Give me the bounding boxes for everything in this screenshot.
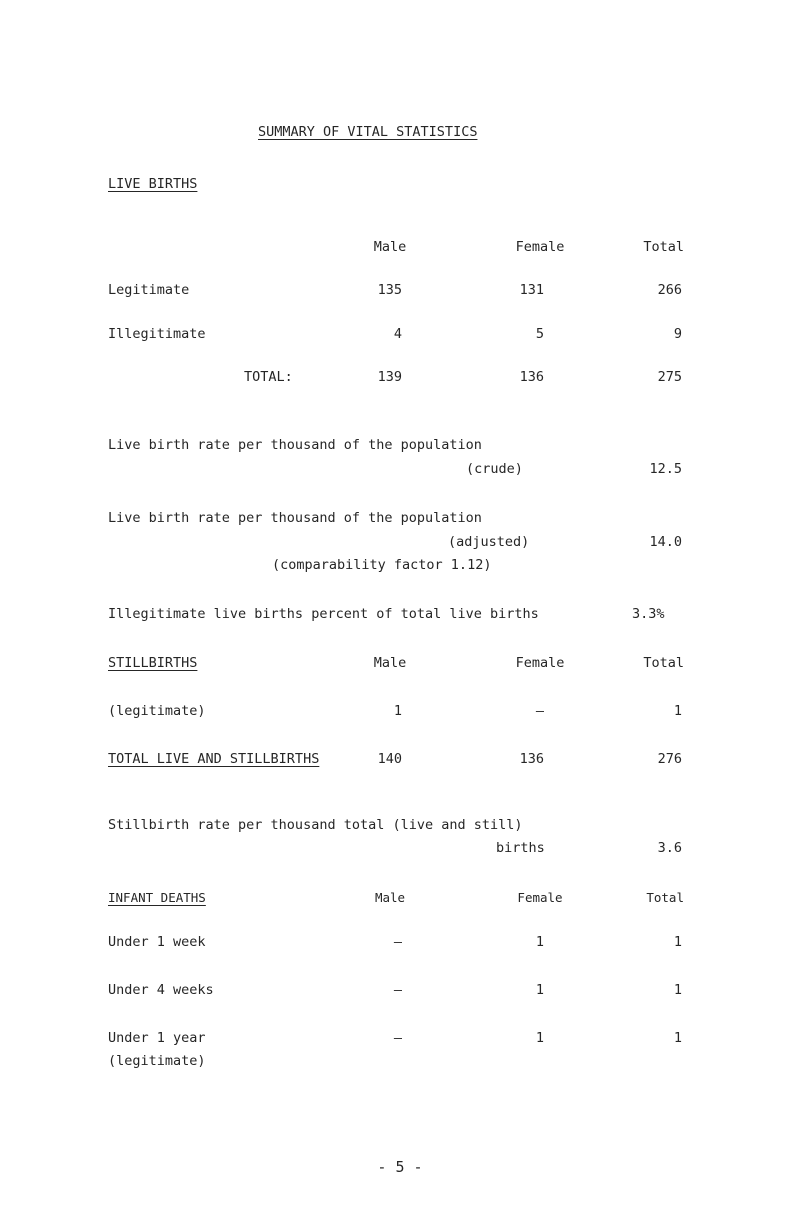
live-births-row-total: 9 xyxy=(673,326,682,342)
infant-deaths-row-female: 1 xyxy=(535,934,544,950)
live-births-total-male: 139 xyxy=(377,369,402,385)
stillbirth-rate-qualifier: births xyxy=(496,840,545,856)
infant-deaths-col-male: Male xyxy=(374,890,406,905)
comparability-factor: (comparability factor 1.12) xyxy=(272,557,492,573)
live-births-col-female: Female xyxy=(515,239,565,255)
total-live-and-stillbirths-label: TOTAL LIVE AND STILLBIRTHS xyxy=(108,751,320,767)
infant-deaths-row-sublabel: (legitimate) xyxy=(108,1053,206,1069)
crude-rate-text: Live birth rate per thousand of the population xyxy=(108,437,482,453)
infant-deaths-row-label: Under 1 year xyxy=(108,1030,206,1046)
stillbirths-row-label: (legitimate) xyxy=(108,703,206,719)
total-live-and-stillbirths-male: 140 xyxy=(377,751,402,767)
infant-deaths-row-total: 1 xyxy=(673,982,682,998)
live-births-row-female: 5 xyxy=(535,326,544,342)
live-births-total-total: 275 xyxy=(657,369,682,385)
live-births-row-female: 131 xyxy=(519,282,544,298)
stillbirths-row-female: – xyxy=(535,703,544,719)
live-births-total-label: TOTAL: xyxy=(244,369,293,385)
live-births-row-label: Illegitimate xyxy=(108,326,206,342)
stillbirths-heading: STILLBIRTHS xyxy=(108,655,198,671)
live-births-col-total: Total xyxy=(643,239,684,255)
infant-deaths-row-total: 1 xyxy=(673,934,682,950)
page-title: SUMMARY OF VITAL STATISTICS xyxy=(258,124,478,140)
live-births-row-label: Legitimate xyxy=(108,282,190,298)
crude-rate-value: 12.5 xyxy=(649,461,682,477)
infant-deaths-row-male: – xyxy=(393,982,402,998)
infant-deaths-row-male: – xyxy=(393,934,402,950)
infant-deaths-row-label: Under 4 weeks xyxy=(108,982,214,998)
live-births-row-male: 4 xyxy=(393,326,402,342)
live-births-col-male: Male xyxy=(373,239,407,255)
infant-deaths-row-label: Under 1 week xyxy=(108,934,206,950)
infant-deaths-row-female: 1 xyxy=(535,982,544,998)
infant-deaths-row-female: 1 xyxy=(535,1030,544,1046)
stillbirths-col-male: Male xyxy=(373,655,407,671)
page-number: - 5 - xyxy=(377,1158,423,1176)
total-live-and-stillbirths-total: 276 xyxy=(657,751,682,767)
infant-deaths-col-female: Female xyxy=(517,890,563,905)
infant-deaths-col-total: Total xyxy=(646,890,684,905)
live-births-heading: LIVE BIRTHS xyxy=(108,176,198,192)
stillbirths-col-total: Total xyxy=(643,655,684,671)
live-births-row-total: 266 xyxy=(657,282,682,298)
illegitimate-percent-value: 3.3% xyxy=(632,606,665,622)
infant-deaths-row-male: – xyxy=(393,1030,402,1046)
stillbirths-row-male: 1 xyxy=(393,703,402,719)
infant-deaths-heading: INFANT DEATHS xyxy=(108,890,206,905)
adjusted-rate-text: Live birth rate per thousand of the population xyxy=(108,510,482,526)
adjusted-rate-qualifier: (adjusted) xyxy=(448,534,530,550)
live-births-total-female: 136 xyxy=(519,369,544,385)
stillbirths-col-female: Female xyxy=(515,655,565,671)
stillbirth-rate-text: Stillbirth rate per thousand total (live and still) xyxy=(108,817,523,833)
live-births-row-male: 135 xyxy=(377,282,402,298)
stillbirths-row-total: 1 xyxy=(673,703,682,719)
illegitimate-percent-text: Illegitimate live births percent of total live births xyxy=(108,606,539,622)
adjusted-rate-value: 14.0 xyxy=(649,534,682,550)
infant-deaths-row-total: 1 xyxy=(673,1030,682,1046)
stillbirth-rate-value: 3.6 xyxy=(657,840,682,856)
crude-rate-qualifier: (crude) xyxy=(466,461,523,477)
total-live-and-stillbirths-female: 136 xyxy=(519,751,544,767)
